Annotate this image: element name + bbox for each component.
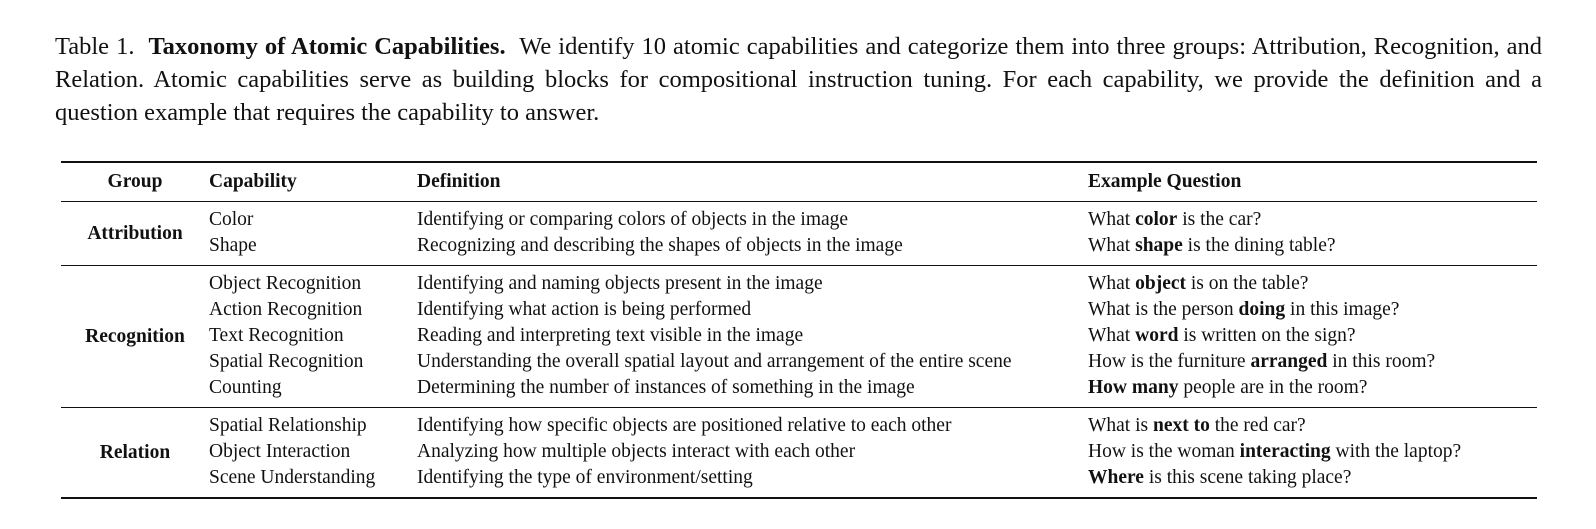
example-question-cell [1088,323,1537,349]
question-text-post: with the laptop? [1330,441,1462,462]
capability-cell: Object Interaction [209,441,351,462]
example-question-cell [1088,202,1537,234]
capability-cell: Action Recognition [209,299,363,320]
table-caption [55,30,1542,129]
question-text-post: is this scene taking place? [1143,467,1352,488]
table-row [61,408,1537,440]
group-name-cell: Attribution [87,222,183,244]
group-name-cell: Relation [99,441,171,463]
question-text-pre: What [1088,209,1136,230]
definition-cell: Identifying what action is being performed [417,299,752,320]
question-text-post: is on the table? [1186,273,1309,294]
question-text-pre: How is the furniture [1088,351,1251,372]
definition-cell: Identifying the type of environment/setting [417,467,753,488]
table-row [61,297,1537,323]
table-row [61,349,1537,375]
definition-cell: Reading and interpreting text visible in the image [417,325,804,346]
definition-cell: Understanding the overall spatial layout and arrangement of the entire scene [417,351,1012,372]
example-question-cell [1088,408,1537,440]
header-capability: Capability [209,171,297,192]
example-question-cell [1088,266,1537,298]
definition-cell: Analyzing how multiple objects interact with each other [417,441,856,462]
header-definition: Definition [417,171,501,192]
capability-cell: Shape [209,235,257,256]
capability-table [61,161,1537,499]
table-row [61,375,1537,408]
question-text-post: in this image? [1285,299,1400,320]
header-group: Group [107,171,163,192]
question-text-post: people are in the room? [1178,377,1368,398]
definition-cell: Identifying and naming objects present in the image [417,273,823,294]
question-text-pre: What [1088,273,1136,294]
capability-cell: Color [209,209,254,230]
question-keyword: color [1135,209,1178,230]
question-keyword: next to [1152,415,1210,436]
question-text-post: is the car? [1177,209,1262,230]
table-row [61,202,1537,234]
group-name-cell: Recognition [85,325,185,347]
question-text-pre: What [1088,325,1136,346]
question-keyword: Where [1088,467,1144,488]
capability-cell: Object Recognition [209,273,362,294]
question-keyword: shape [1135,235,1183,256]
table-group-relation [61,408,1537,499]
definition-cell: Identifying or comparing colors of objects in the image [417,209,849,230]
table-row [61,233,1537,266]
example-question-cell [1088,439,1537,465]
question-text-pre: What is the person [1088,299,1239,320]
table-row [61,465,1537,498]
table-row [61,323,1537,349]
table-header [61,162,1537,202]
header-row [61,162,1537,202]
question-text-post: in this room? [1327,351,1436,372]
capability-cell: Counting [209,377,282,398]
question-text-post: is written on the sign? [1178,325,1356,346]
capability-cell: Spatial Relationship [209,415,367,436]
question-text-pre: How is the woman [1088,441,1240,462]
table-group-attribution [61,202,1537,266]
question-text-post: the red car? [1209,415,1306,436]
definition-cell: Identifying how specific objects are positioned relative to each other [417,415,952,436]
capability-cell: Spatial Recognition [209,351,364,372]
table-row [61,266,1537,298]
question-keyword: word [1135,325,1179,346]
question-keyword: interacting [1239,441,1331,462]
table-group-recognition [61,266,1537,408]
caption-label: Table 1. [55,33,135,60]
caption-text: We identify 10 atomic capabilities and categorize them into three groups: Attribution, Recognition, and Relation. Atomic capabilities serve as building blocks for compositional instruction tuning. For each capability, we provide the definition and a question example that requires the capability to answer. [55,33,1543,126]
capability-cell: Text Recognition [209,325,344,346]
example-question-cell [1088,375,1537,408]
definition-cell: Recognizing and describing the shapes of objects in the image [417,235,903,256]
example-question-cell [1088,465,1537,498]
question-keyword: object [1135,273,1187,294]
question-keyword: arranged [1250,351,1328,372]
example-question-cell [1088,297,1537,323]
caption-title: Taxonomy of Atomic Capabilities. [148,33,506,60]
question-keyword: How many [1088,377,1179,398]
question-keyword: doing [1238,299,1286,320]
header-example: Example Question [1088,171,1242,192]
example-question-cell [1088,233,1537,266]
capability-cell: Scene Understanding [209,467,376,488]
question-text-pre: What is [1088,415,1153,436]
table-row [61,439,1537,465]
definition-cell: Determining the number of instances of something in the image [417,377,915,398]
capability-table-container [61,161,1537,499]
question-text-post: is the dining table? [1182,235,1336,256]
question-text-pre: What [1088,235,1136,256]
example-question-cell [1088,349,1537,375]
